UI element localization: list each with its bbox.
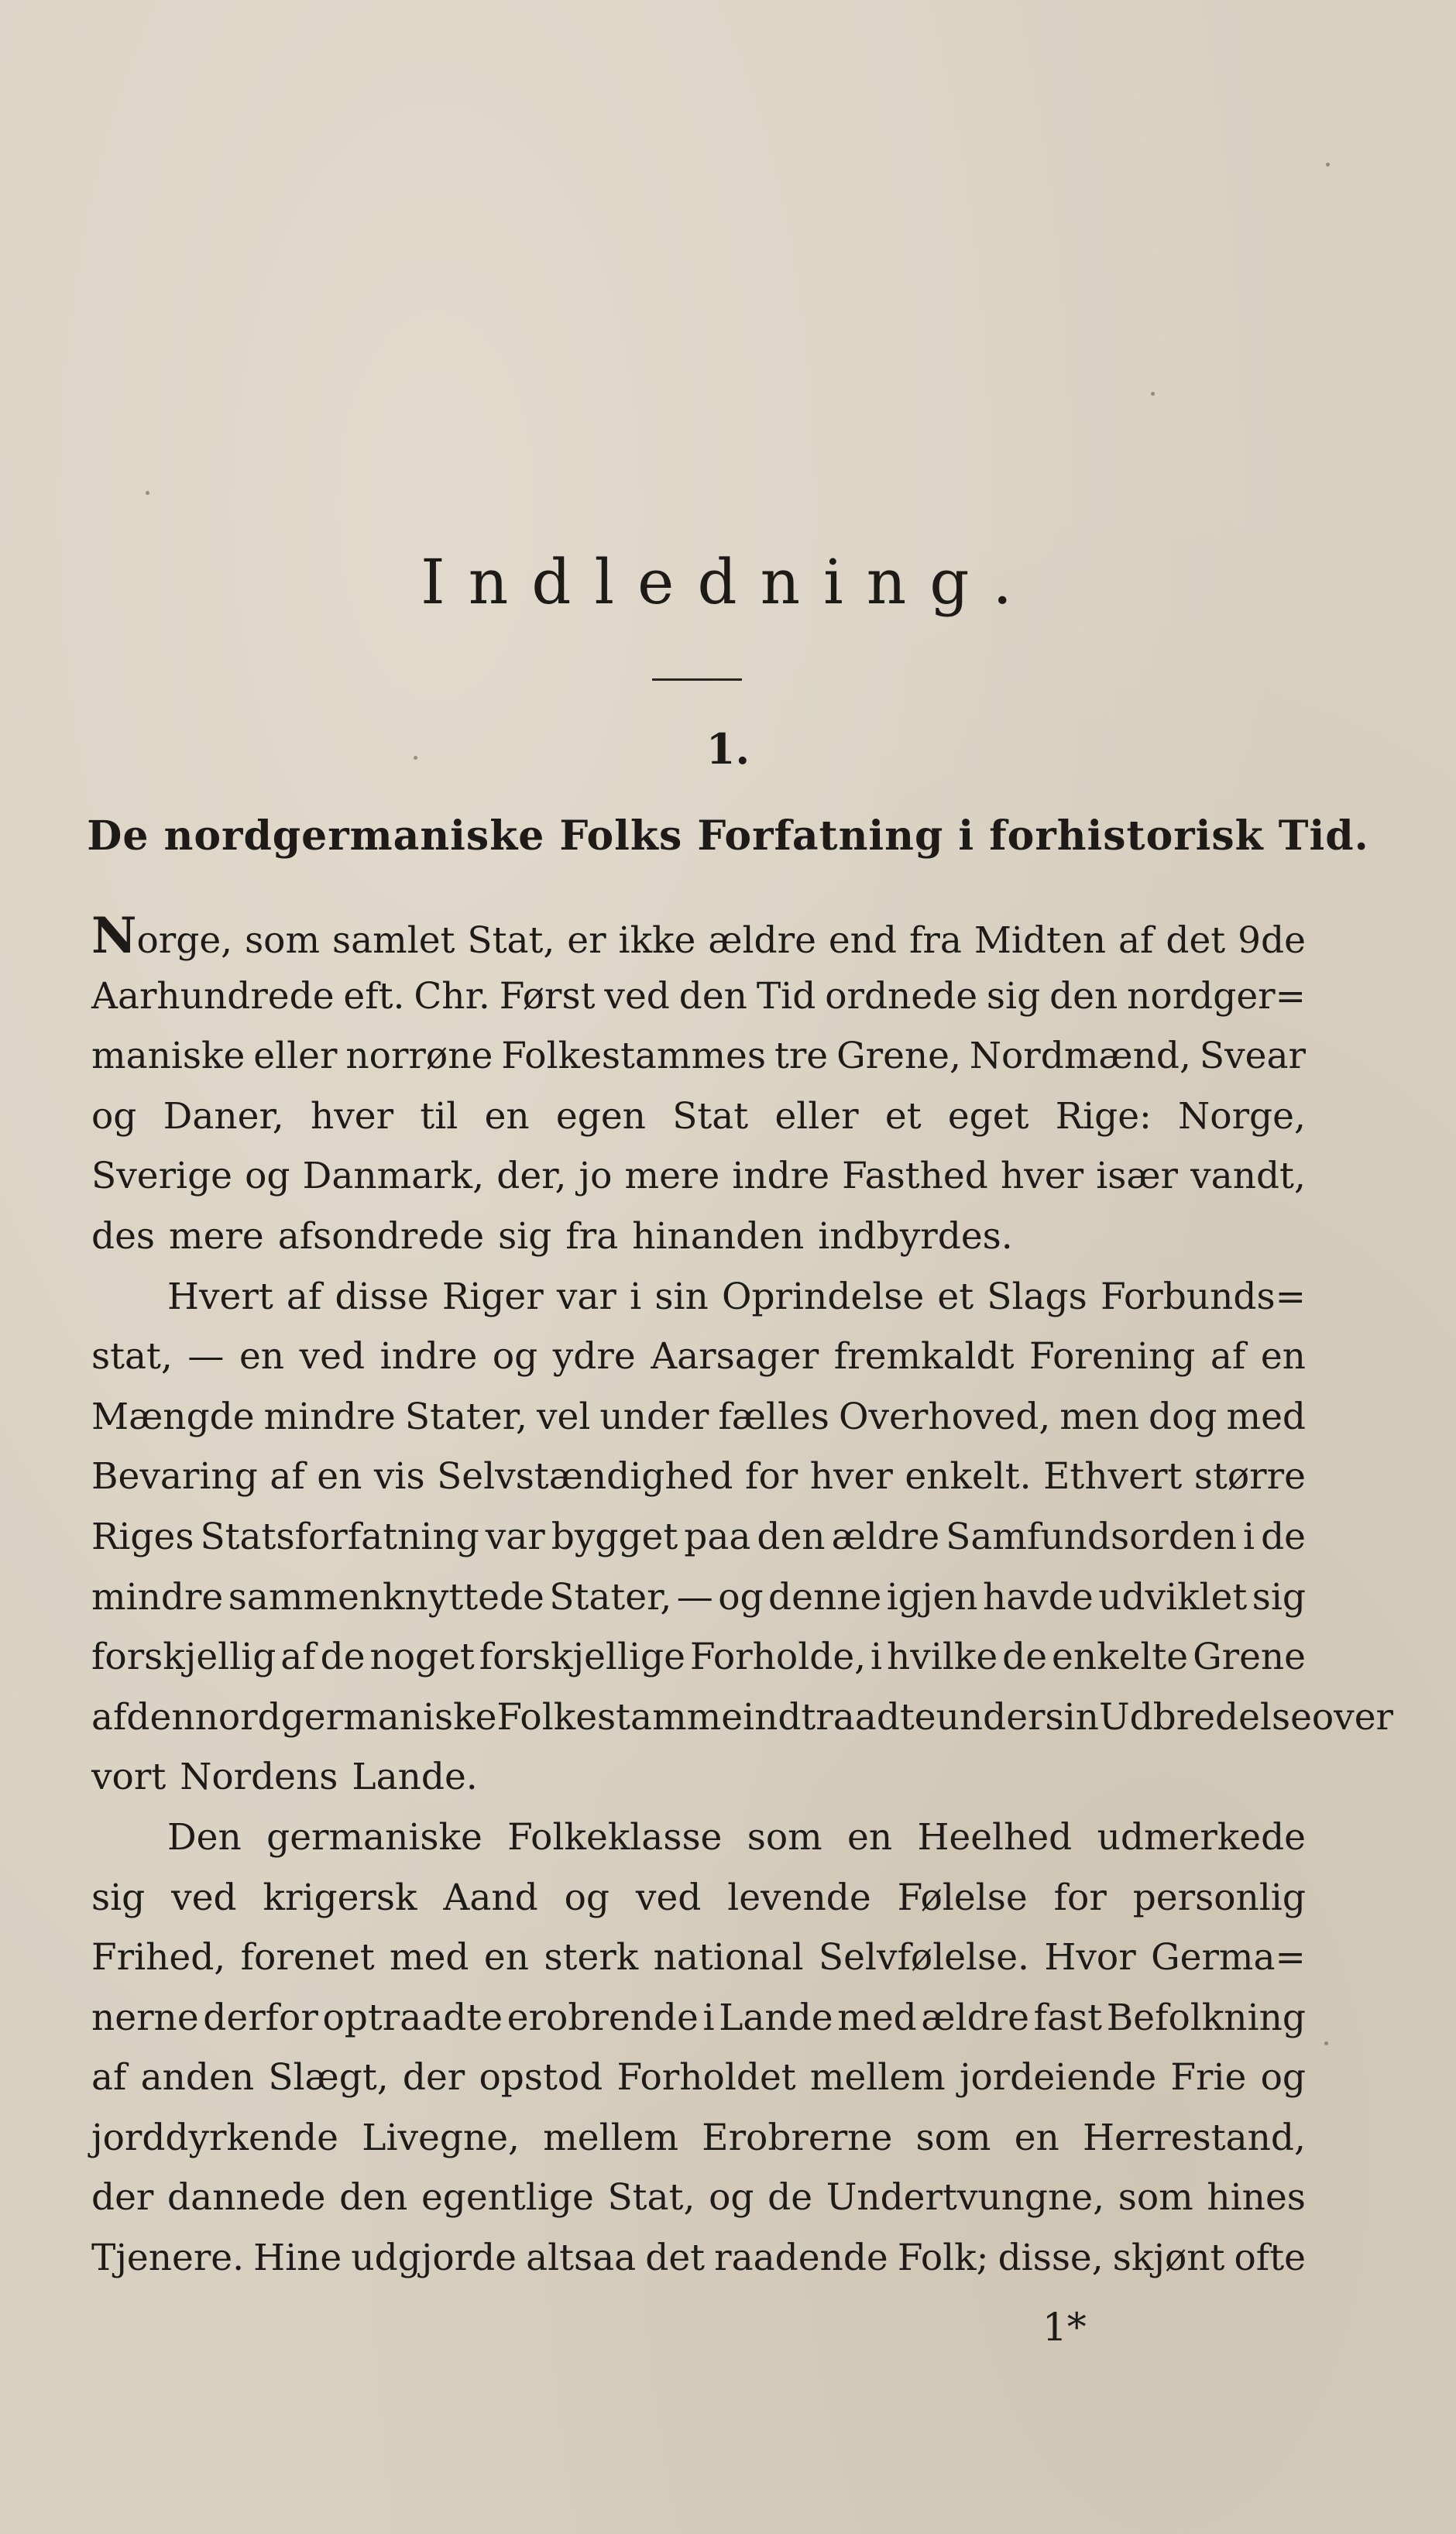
word: ordnede xyxy=(825,974,978,1018)
word: under xyxy=(936,1695,1046,1739)
word: Statsforfatning xyxy=(200,1515,479,1558)
text-line xyxy=(91,1267,1306,1327)
word: den xyxy=(339,2176,408,2220)
word: Selvstændighed xyxy=(437,1455,733,1499)
word: Folkeklasse xyxy=(507,1815,723,1859)
word: en xyxy=(847,1815,893,1859)
word: mellem xyxy=(543,2116,679,2159)
word: af xyxy=(91,1695,127,1739)
word: Aarsager xyxy=(651,1335,819,1379)
word: mellem xyxy=(809,2056,946,2100)
word: og xyxy=(91,1094,137,1138)
word: Tid xyxy=(756,974,816,1018)
word: dannede xyxy=(167,2176,326,2220)
word: Chr. xyxy=(414,974,490,1018)
word: sig xyxy=(1252,1575,1306,1619)
word: eller xyxy=(253,1035,338,1078)
word: den xyxy=(126,1695,195,1739)
word: Aand xyxy=(443,1876,538,1919)
word: et xyxy=(884,1094,922,1138)
word: Slægt, xyxy=(268,2056,389,2100)
word: ydre xyxy=(552,1335,636,1379)
word: i xyxy=(871,1636,883,1679)
word: men xyxy=(1059,1395,1139,1438)
word: disse, xyxy=(998,2237,1104,2280)
word: norrøne xyxy=(345,1035,493,1078)
word: indre xyxy=(732,1155,830,1198)
word: Først xyxy=(499,974,596,1018)
word: disse xyxy=(335,1275,429,1318)
word: med xyxy=(837,1996,917,2039)
word: ofte xyxy=(1234,2237,1306,2280)
word: til xyxy=(420,1094,458,1138)
word: Stat xyxy=(672,1094,749,1138)
word: sig xyxy=(986,974,1041,1018)
word: Heelhed xyxy=(917,1815,1073,1859)
word: er xyxy=(567,919,606,962)
word: udgjorde xyxy=(351,2237,517,2280)
word: stat, xyxy=(91,1335,173,1379)
word: paa xyxy=(684,1515,751,1558)
word: og xyxy=(718,1575,764,1619)
word: egentlige xyxy=(421,2176,594,2220)
word: af xyxy=(1118,919,1154,962)
word: Sverige xyxy=(91,1155,232,1198)
word: Udbredelse xyxy=(1098,1695,1312,1739)
word: Nordens xyxy=(180,1756,338,1799)
text-line xyxy=(91,2168,1306,2228)
word: anden xyxy=(140,2056,255,2100)
word: over xyxy=(1311,1695,1394,1739)
word: især xyxy=(1096,1155,1178,1198)
word: den xyxy=(678,974,747,1018)
word: Overhoved, xyxy=(838,1395,1051,1438)
text-line xyxy=(91,1688,1394,1748)
word: ældre xyxy=(921,1996,1029,2039)
body-text xyxy=(91,906,1394,2288)
word: Danmark, xyxy=(302,1155,485,1198)
word: Oprindelse xyxy=(721,1275,925,1318)
word: hver xyxy=(1000,1155,1084,1198)
word: var xyxy=(556,1275,616,1318)
drop-capital: N xyxy=(91,907,137,965)
word: Erobrerne xyxy=(702,2116,893,2159)
text-line xyxy=(91,1087,1306,1147)
word: vel xyxy=(536,1395,591,1438)
word: bygget xyxy=(551,1515,678,1558)
word: egen xyxy=(555,1094,646,1138)
word: ved xyxy=(635,1876,702,1919)
word: for xyxy=(745,1455,798,1499)
text-line xyxy=(91,906,1306,967)
word: ikke xyxy=(618,919,696,962)
word: Rige: xyxy=(1055,1094,1152,1138)
word: afsondrede xyxy=(277,1214,485,1258)
word: Forholdet xyxy=(616,2056,796,2100)
word: raadende xyxy=(714,2237,888,2280)
word: Livegne, xyxy=(362,2116,520,2159)
word: var xyxy=(485,1515,545,1558)
word: Daner, xyxy=(163,1094,284,1138)
word: hver xyxy=(310,1094,394,1138)
text-line xyxy=(91,1928,1306,1988)
word: Befolkning xyxy=(1106,1996,1306,2039)
word: Lande. xyxy=(352,1756,478,1799)
word: mindre xyxy=(263,1395,396,1438)
word: jordeiende xyxy=(959,2056,1157,2100)
text-line xyxy=(91,1387,1306,1447)
word: af xyxy=(1210,1335,1246,1379)
word: der, xyxy=(496,1155,567,1198)
word: nordger= xyxy=(1127,974,1306,1018)
word: Selvfølelse. xyxy=(818,1936,1029,1979)
word: havde xyxy=(982,1575,1094,1619)
word: jorddyrkende xyxy=(91,2116,338,2159)
word: Ethvert xyxy=(1043,1455,1183,1499)
word: personlig xyxy=(1132,1876,1306,1919)
paper-speck xyxy=(146,491,149,495)
text-line xyxy=(91,2048,1306,2108)
word: Følelse xyxy=(897,1876,1028,1919)
word: en xyxy=(484,1094,530,1138)
word: mere xyxy=(624,1155,720,1198)
word: Tjenere. xyxy=(91,2237,245,2280)
word: og xyxy=(245,1155,290,1198)
word: de xyxy=(1002,1636,1048,1679)
word: sin xyxy=(654,1275,709,1318)
section-heading: De nordgermaniske Folks Forfatning i forhistorisk Tid. xyxy=(87,812,1369,860)
word: de xyxy=(767,2176,813,2220)
word: eget xyxy=(947,1094,1029,1138)
word: jo xyxy=(579,1155,613,1198)
word: — xyxy=(676,1575,713,1619)
word: hver xyxy=(809,1455,893,1499)
word: Riger xyxy=(441,1275,544,1318)
word: Den xyxy=(167,1815,242,1859)
word: 9de xyxy=(1238,919,1306,962)
word: optraadte xyxy=(322,1996,503,2039)
word: samlet xyxy=(332,919,455,962)
word: og xyxy=(492,1335,538,1379)
word: større xyxy=(1193,1455,1306,1499)
title-divider xyxy=(652,678,742,681)
word: sammenknyttede xyxy=(228,1575,544,1619)
text-line xyxy=(91,1567,1306,1628)
word: Germa= xyxy=(1151,1936,1306,1979)
word: derfor xyxy=(203,1996,318,2039)
text-line xyxy=(91,1808,1306,1868)
word: som xyxy=(245,919,321,962)
word: Stater, xyxy=(404,1395,527,1438)
word: sig xyxy=(498,1214,552,1258)
word: Herrestand, xyxy=(1083,2116,1306,2159)
text-line xyxy=(91,1868,1306,1928)
text-line xyxy=(91,1327,1306,1387)
word: ældre xyxy=(708,919,816,962)
word: maniske xyxy=(91,1035,246,1078)
word: Hine xyxy=(253,2237,342,2280)
word: Undertvungne, xyxy=(826,2176,1105,2220)
word: Frie xyxy=(1170,2056,1247,2100)
word: forskjellig xyxy=(91,1636,276,1679)
word: Folkestammes xyxy=(501,1035,766,1078)
word: fra xyxy=(565,1214,619,1258)
word: som xyxy=(915,2116,991,2159)
word: ved xyxy=(604,974,670,1018)
word: hinanden xyxy=(632,1214,805,1258)
text-line xyxy=(91,1026,1306,1087)
word: fælles xyxy=(718,1395,829,1438)
word: der xyxy=(91,2176,154,2220)
word: Stat, xyxy=(467,919,555,962)
word: vandt, xyxy=(1190,1155,1306,1198)
word: krigersk xyxy=(263,1876,417,1919)
word: Slags xyxy=(987,1275,1087,1318)
paper-speck xyxy=(1324,2041,1328,2045)
text-line xyxy=(91,967,1306,1027)
word: mere xyxy=(169,1214,264,1258)
word: indre xyxy=(379,1335,478,1379)
section-number: 1. xyxy=(706,724,750,774)
word: eft. xyxy=(343,974,405,1018)
word: Midten xyxy=(974,919,1107,962)
word: fremkaldt xyxy=(833,1335,1015,1379)
word: opstod xyxy=(479,2056,603,2100)
word: skjønt xyxy=(1112,2237,1225,2280)
text-line xyxy=(91,1507,1306,1567)
word: som xyxy=(1118,2176,1193,2220)
word: fra xyxy=(908,919,962,962)
word: og xyxy=(1260,2056,1306,2100)
word: noget xyxy=(369,1636,475,1679)
word: de xyxy=(320,1636,366,1679)
word: indbyrdes. xyxy=(818,1214,1013,1258)
word: Folkestamme xyxy=(496,1695,743,1739)
word: med xyxy=(1226,1395,1306,1438)
word: med xyxy=(390,1936,469,1979)
word: eller xyxy=(774,1094,859,1138)
word: de xyxy=(1261,1515,1306,1558)
word: en xyxy=(317,1455,362,1499)
word: en xyxy=(1260,1335,1306,1379)
word: altsaa xyxy=(526,2237,637,2280)
word: enkelte xyxy=(1052,1636,1189,1679)
word: forskjellige xyxy=(479,1636,685,1679)
text-line xyxy=(91,1447,1306,1507)
word: under xyxy=(599,1395,709,1438)
word: end xyxy=(828,919,898,962)
word: Bevaring xyxy=(91,1455,258,1499)
text-line xyxy=(91,2108,1306,2168)
signature-mark: 1* xyxy=(1042,2305,1087,2350)
word: det xyxy=(645,2237,706,2280)
word: levende xyxy=(727,1876,871,1919)
word: Riges xyxy=(91,1515,194,1558)
word: den xyxy=(757,1515,826,1558)
word: Samfundsorden xyxy=(946,1515,1238,1558)
word: Forening xyxy=(1029,1335,1196,1379)
word: hines xyxy=(1207,2176,1306,2220)
paper-speck xyxy=(1151,392,1155,396)
word: Mængde xyxy=(91,1395,255,1438)
word: og xyxy=(564,1876,610,1919)
paper-speck xyxy=(1326,163,1330,167)
word: Frihed, xyxy=(91,1936,226,1979)
word: forenet xyxy=(240,1936,375,1979)
text-line xyxy=(91,1146,1306,1207)
word: af xyxy=(270,1455,305,1499)
word: Stat, xyxy=(607,2176,695,2220)
word: ældre xyxy=(831,1515,940,1558)
word: Hvor xyxy=(1044,1936,1136,1979)
word: denne xyxy=(768,1575,882,1619)
word: Svear xyxy=(1199,1035,1306,1078)
word: sterk xyxy=(544,1936,639,1979)
word: Norge, xyxy=(91,907,233,965)
word: udmerkede xyxy=(1097,1815,1306,1859)
word: vort xyxy=(91,1756,167,1799)
word: Fasthed xyxy=(842,1155,988,1198)
word: hvilke xyxy=(887,1636,998,1679)
word: nordgermaniske xyxy=(194,1695,497,1739)
word: Stater, xyxy=(549,1575,672,1619)
word: Grene xyxy=(1193,1636,1306,1679)
word: Forbunds= xyxy=(1100,1275,1306,1318)
word: Aarhundrede xyxy=(91,974,335,1018)
word: fast xyxy=(1033,1996,1103,2039)
word: nerne xyxy=(91,1996,199,2039)
word: af xyxy=(286,1275,322,1318)
chapter-title: Indledning. xyxy=(421,546,1035,618)
word: der xyxy=(402,2056,465,2100)
word: sin xyxy=(1045,1695,1099,1739)
word: mindre xyxy=(91,1575,224,1619)
word: i xyxy=(702,1996,715,2039)
word: en xyxy=(239,1335,285,1379)
text-line xyxy=(91,1627,1306,1688)
word: ved xyxy=(299,1335,366,1379)
word: et xyxy=(937,1275,974,1318)
text-line xyxy=(91,1988,1306,2048)
word: af xyxy=(91,2056,127,2100)
word: for xyxy=(1053,1876,1107,1919)
word: Grene, xyxy=(836,1035,961,1078)
word: vis xyxy=(373,1455,425,1499)
word: og xyxy=(709,2176,754,2220)
word: Folk; xyxy=(897,2237,989,2280)
word: en xyxy=(483,1936,530,1979)
word: Lande xyxy=(719,1996,833,2039)
word: Nordmænd, xyxy=(969,1035,1191,1078)
word: udviklet xyxy=(1098,1575,1248,1619)
text-line xyxy=(91,1207,1306,1267)
word: sig xyxy=(91,1876,146,1919)
word: dog xyxy=(1149,1395,1217,1438)
word: national xyxy=(653,1936,804,1979)
word: Norge, xyxy=(1178,1094,1306,1138)
word: det xyxy=(1166,919,1226,962)
word: erobrende xyxy=(507,1996,699,2039)
word: indtraadte xyxy=(743,1695,936,1739)
word: som xyxy=(747,1815,822,1859)
word: igjen xyxy=(886,1575,978,1619)
word: tre xyxy=(774,1035,829,1078)
word: en xyxy=(1014,2116,1059,2159)
word: ved xyxy=(171,1876,237,1919)
word: den xyxy=(1049,974,1118,1018)
word: Forholde, xyxy=(689,1636,867,1679)
text-line xyxy=(91,1747,1306,1808)
word: i xyxy=(1243,1515,1255,1558)
text-line xyxy=(91,2228,1306,2288)
word: i xyxy=(630,1275,642,1318)
word: enkelt. xyxy=(905,1455,1032,1499)
word: af xyxy=(280,1636,316,1679)
word: Hvert xyxy=(167,1275,273,1318)
word: des xyxy=(91,1214,156,1258)
word: — xyxy=(187,1335,225,1379)
word: germaniske xyxy=(266,1815,482,1859)
paper-speck xyxy=(414,756,417,760)
